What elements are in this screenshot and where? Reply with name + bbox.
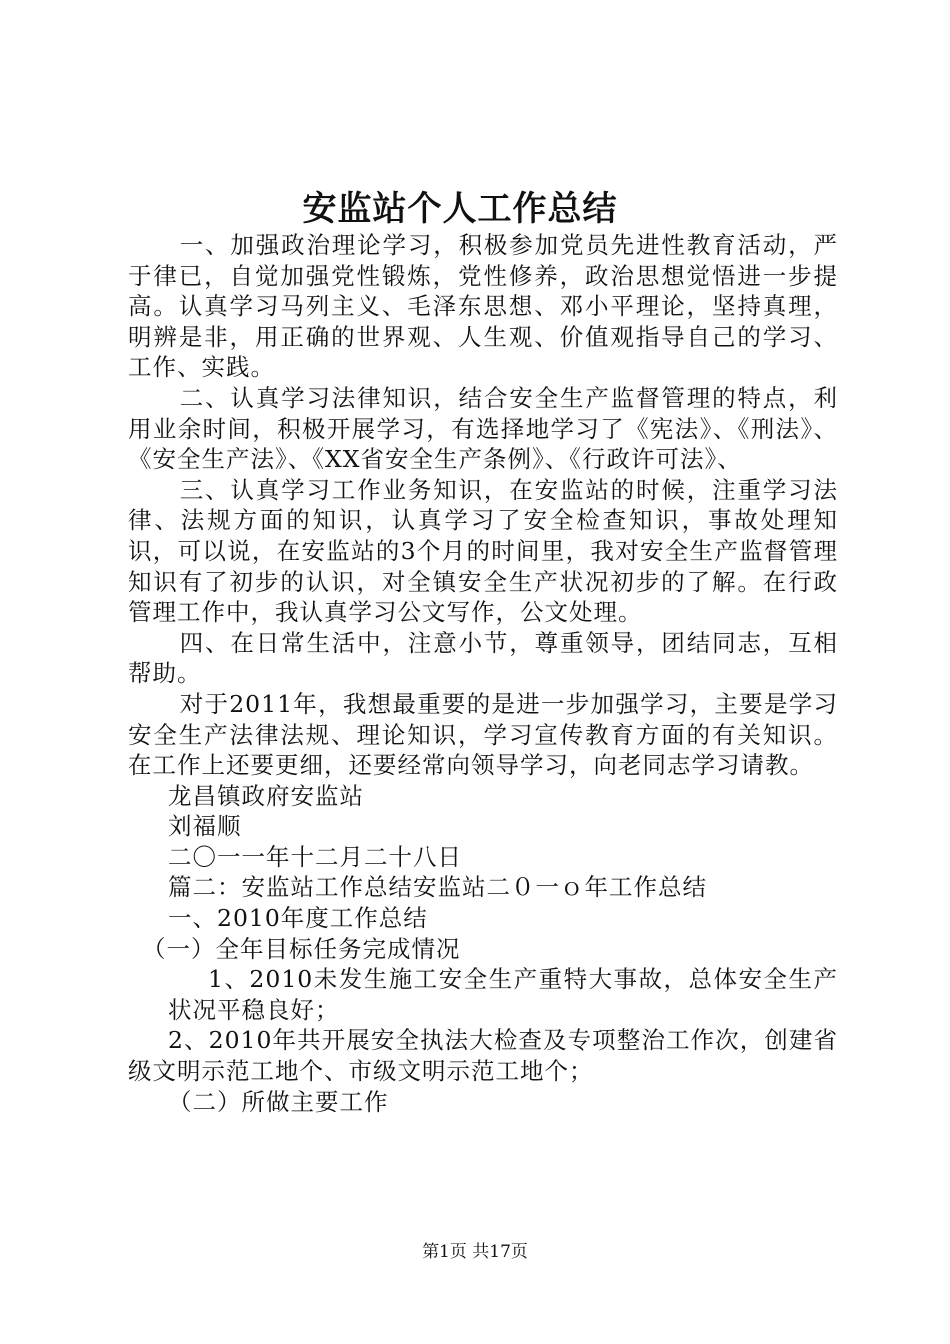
part2-subsection-1: （一）全年目标任务完成情况	[142, 934, 461, 963]
paragraph-4: 四、在日常生活中，注意小节，尊重领导，团结同志，互相帮助。	[128, 628, 838, 688]
paragraph-3: 三、认真学习工作业务知识，在安监站的时候，注重学习法律、法规方面的知识，认真学习了安全检查知识，事故处理知识，可以说，在安监站的3个月的时间里，我对安全生产监督管理知识有了初步的认识，对全镇安全生产状况初步的了解。在行政管理工作中，我认真学习公文写作，公文处理。	[128, 475, 838, 627]
part2-section-1: 一、2010年度工作总结	[168, 904, 428, 933]
part2-subsection-2: （二）所做主要工作	[168, 1087, 389, 1116]
paragraph-5: 对于2011年，我想最重要的是进一步加强学习，主要是学习安全生产法律法规、理论知识，学习宣传教育方面的有关知识。在工作上还要更细，还要经常向领导学习，向老同志学习请教。	[128, 689, 838, 780]
signature-org: 龙昌镇政府安监站	[168, 781, 364, 810]
document-body	[128, 230, 838, 1117]
document-title: 安监站个人工作总结	[302, 189, 618, 229]
paragraph-1: 一、加强政治理论学习，积极参加党员先进性教育活动，严于律已，自觉加强党性锻炼，党性修养，政治思想觉悟进一步提高。认真学习马列主义、毛泽东思想、邓小平理论，坚持真理，明辨是非，用正确的世界观、人生观、价值观指导自己的学习、工作、实践。	[128, 231, 838, 382]
part2-heading: 篇二：安监站工作总结安监站二０一ｏ年工作总结	[168, 873, 707, 902]
part2-item-2: 2、2010年共开展安全执法大检查及专项整治工作次，创建省级文明示范工地个、市级文明示范工地个；	[128, 1026, 838, 1086]
document-page	[128, 0, 838, 1344]
signature-date: 二〇一一年十二月二十八日	[168, 842, 462, 871]
part2-item-1: 1、2010未发生施工安全生产重特大事故，总体安全生产状况平稳良好；	[168, 965, 838, 1024]
signature-name: 刘福顺	[168, 812, 242, 841]
paragraph-2: 二、认真学习法律知识，结合安全生产监督管理的特点，利用业余时间，积极开展学习，有选择地学习了《宪法》、《刑法》、《安全生产法》、《XX省安全生产条例》、《行政许可法》、	[128, 383, 838, 474]
page-footer: 第1页 共17页	[422, 1242, 528, 1262]
